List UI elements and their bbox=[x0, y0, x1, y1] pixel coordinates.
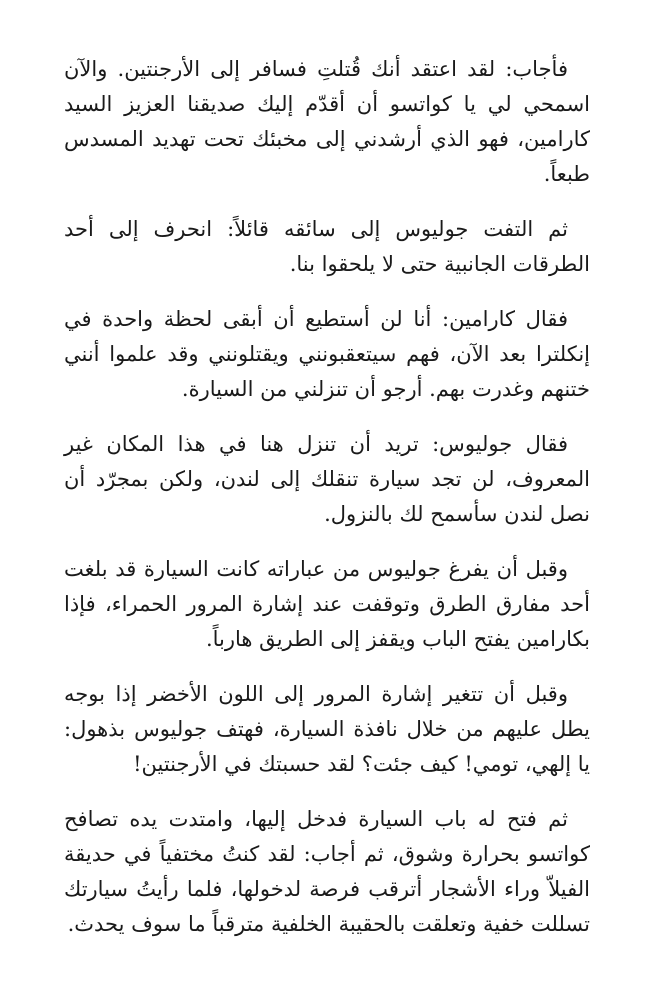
paragraph-6: وقبل أن تتغير إشارة المرور إلى اللون الأخضر إذا بوجه يطل عليهم من خلال نافذة السيارة، فهتف جوليوس بذهول: يا إلهي، تومي! كيف جئت؟ لقد حسبتك في الأرجنتين! bbox=[64, 682, 590, 776]
paragraph-4: فقال جوليوس: تريد أن تنزل هنا في هذا المكان غير المعروف، لن تجد سيارة تنقلك إلى لندن، ولكن بمجرّد أن نصل لندن سأسمح لك بالنزول. bbox=[64, 432, 590, 526]
paragraph-7: ثم فتح له باب السيارة فدخل إليها، وامتدت يده تصافح كواتسو بحرارة وشوق، ثم أجاب: لقد كنتُ مختفياً في حديقة الفيلاّ وراء الأشجار أترقب فرصة لدخولها، فلما رأيتُ سيارتك تسللت خفية وتعلقت بالحقيبة الخلفية مترقباً ما سوف يحدث. bbox=[64, 807, 590, 936]
paragraph-1: فأجاب: لقد اعتقد أنك قُتلتِ فسافر إلى الأرجنتين. والآن اسمحي لي يا كواتسو أن أقدّم إليك صديقنا العزيز السيد كارامين، فهو الذي أرشدني إلى مخبئك تحت تهديد المسدس طبعاً. bbox=[64, 57, 590, 186]
paragraph-2: ثم التفت جوليوس إلى سائقه قائلاً: انحرف إلى أحد الطرقات الجانبية حتى لا يلحقوا بنا. bbox=[64, 217, 590, 276]
book-page bbox=[64, 52, 590, 962]
paragraph-3: فقال كارامين: أنا لن أستطيع أن أبقى لحظة واحدة في إنكلترا بعد الآن، فهم سيتعقبونني ويقتلونني وقد علموا أنني ختنهم وغدرت بهم. أرجو أن تنزلني من السيارة. bbox=[64, 307, 590, 401]
paragraph-5: وقبل أن يفرغ جوليوس من عباراته كانت السيارة قد بلغت أحد مفارق الطرق وتوقفت عند إشارة المرور الحمراء، فإذا بكارامين يفتح الباب ويقفز إلى الطريق هارباً. bbox=[64, 557, 590, 651]
